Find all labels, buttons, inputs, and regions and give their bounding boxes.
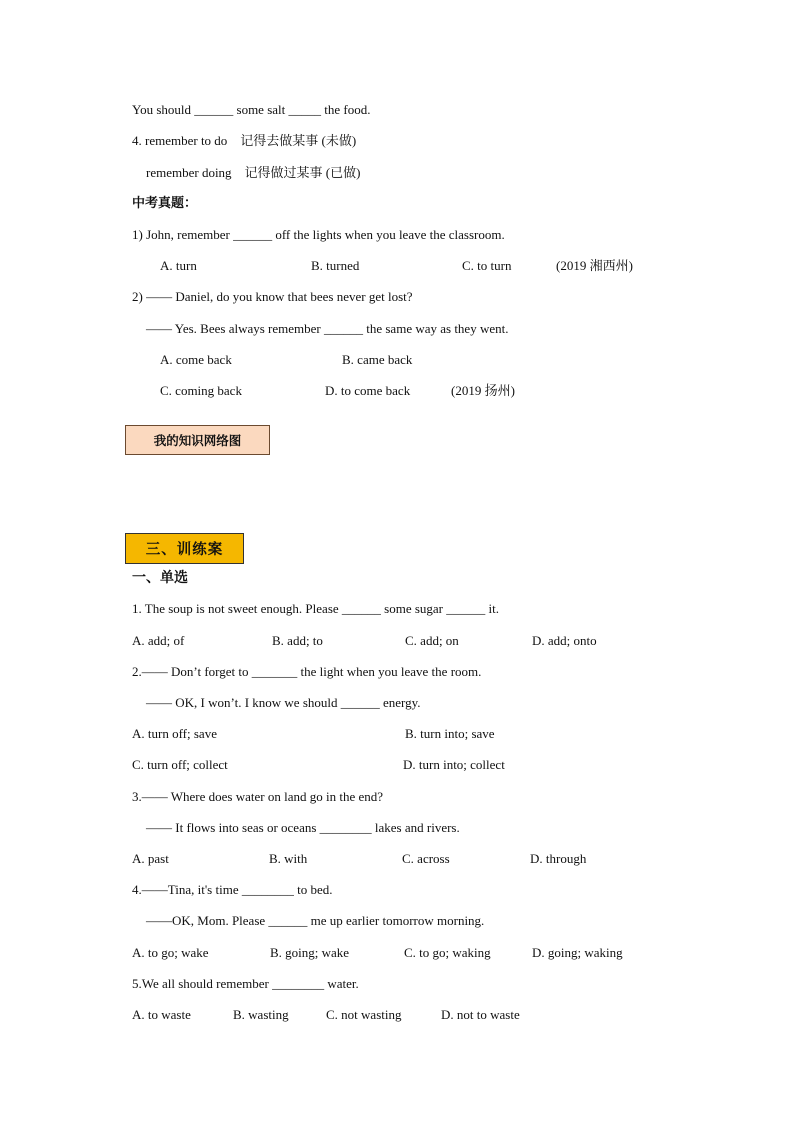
question-3-line-2: —— It flows into seas or oceans ________ lakes and rivers. <box>146 820 460 835</box>
exam-q2-option-a: A. come back <box>160 352 232 367</box>
question-1-option-c: C. add; on <box>405 633 459 648</box>
question-1-option-d: D. add; onto <box>532 633 597 648</box>
sentence-salt: You should ______ some salt _____ the food. <box>132 102 371 117</box>
knowledge-network-box <box>125 425 270 455</box>
question-4-option-a: A. to go; wake <box>132 945 209 960</box>
question-5-option-c: C. not wasting <box>326 1007 402 1022</box>
question-5-option-a: A. to waste <box>132 1007 191 1022</box>
remember-doing-rule: remember doing 记得做过某事 (已做) <box>146 165 361 180</box>
question-3-option-a: A. past <box>132 851 169 866</box>
exam-q2-source: (2019 扬州) <box>451 383 515 398</box>
exam-q1-option-a: A. turn <box>160 258 197 273</box>
question-4-option-c: C. to go; waking <box>404 945 491 960</box>
question-1-option-b: B. add; to <box>272 633 323 648</box>
question-2-option-d: D. turn into; collect <box>403 757 505 772</box>
question-3-option-b: B. with <box>269 851 308 866</box>
knowledge-network-label: 我的知识网络图 <box>153 433 242 448</box>
remember-to-do-rule: 4. remember to do 记得去做某事 (未做) <box>132 133 357 148</box>
training-section-box <box>125 533 244 564</box>
exam-q2-stem: 2) —— Daniel, do you know that bees never get lost? <box>132 289 413 304</box>
question-1-line-1: 1. The soup is not sweet enough. Please ______ some sugar ______ it. <box>132 601 499 616</box>
question-5-option-d: D. not to waste <box>441 1007 520 1022</box>
exam-q1-option-b: B. turned <box>311 258 360 273</box>
exam-q1-source: (2019 湘西州) <box>556 258 633 273</box>
question-3-line-1: 3.—— Where does water on land go in the end? <box>132 789 384 804</box>
exam-q2-option-d: D. to come back <box>325 383 411 398</box>
question-2-option-c: C. turn off; collect <box>132 757 228 772</box>
question-2-option-b: B. turn into; save <box>405 726 495 741</box>
question-2-option-a: A. turn off; save <box>132 726 217 741</box>
exam-q2-option-c: C. coming back <box>160 383 242 398</box>
question-3-option-c: C. across <box>402 851 450 866</box>
exam-q2-option-b: B. came back <box>342 352 413 367</box>
question-4-line-1: 4.——Tina, it's time ________ to bed. <box>132 882 333 897</box>
question-2-line-2: —— OK, I won’t. I know we should ______ energy. <box>146 695 421 710</box>
question-4-line-2: ——OK, Mom. Please ______ me up earlier tomorrow morning. <box>146 913 485 928</box>
question-4-option-b: B. going; wake <box>270 945 350 960</box>
exam-questions-heading: 中考真题： <box>132 196 198 211</box>
question-3-option-d: D. through <box>530 851 587 866</box>
question-1-option-a: A. add; of <box>132 633 185 648</box>
question-2-line-1: 2.—— Don’t forget to _______ the light when you leave the room. <box>132 664 482 679</box>
training-section-label: 三、训练案 <box>145 542 224 558</box>
question-5-line-1: 5.We all should remember ________ water. <box>132 976 359 991</box>
exam-q2-reply: —— Yes. Bees always remember ______ the same way as they went. <box>146 321 509 336</box>
exam-q1-option-c: C. to turn <box>462 258 512 273</box>
question-4-option-d: D. going; waking <box>532 945 623 960</box>
single-choice-heading: 一、单选 <box>132 570 188 586</box>
exam-q1-stem: 1) John, remember ______ off the lights when you leave the classroom. <box>132 227 505 242</box>
question-5-option-b: B. wasting <box>233 1007 289 1022</box>
